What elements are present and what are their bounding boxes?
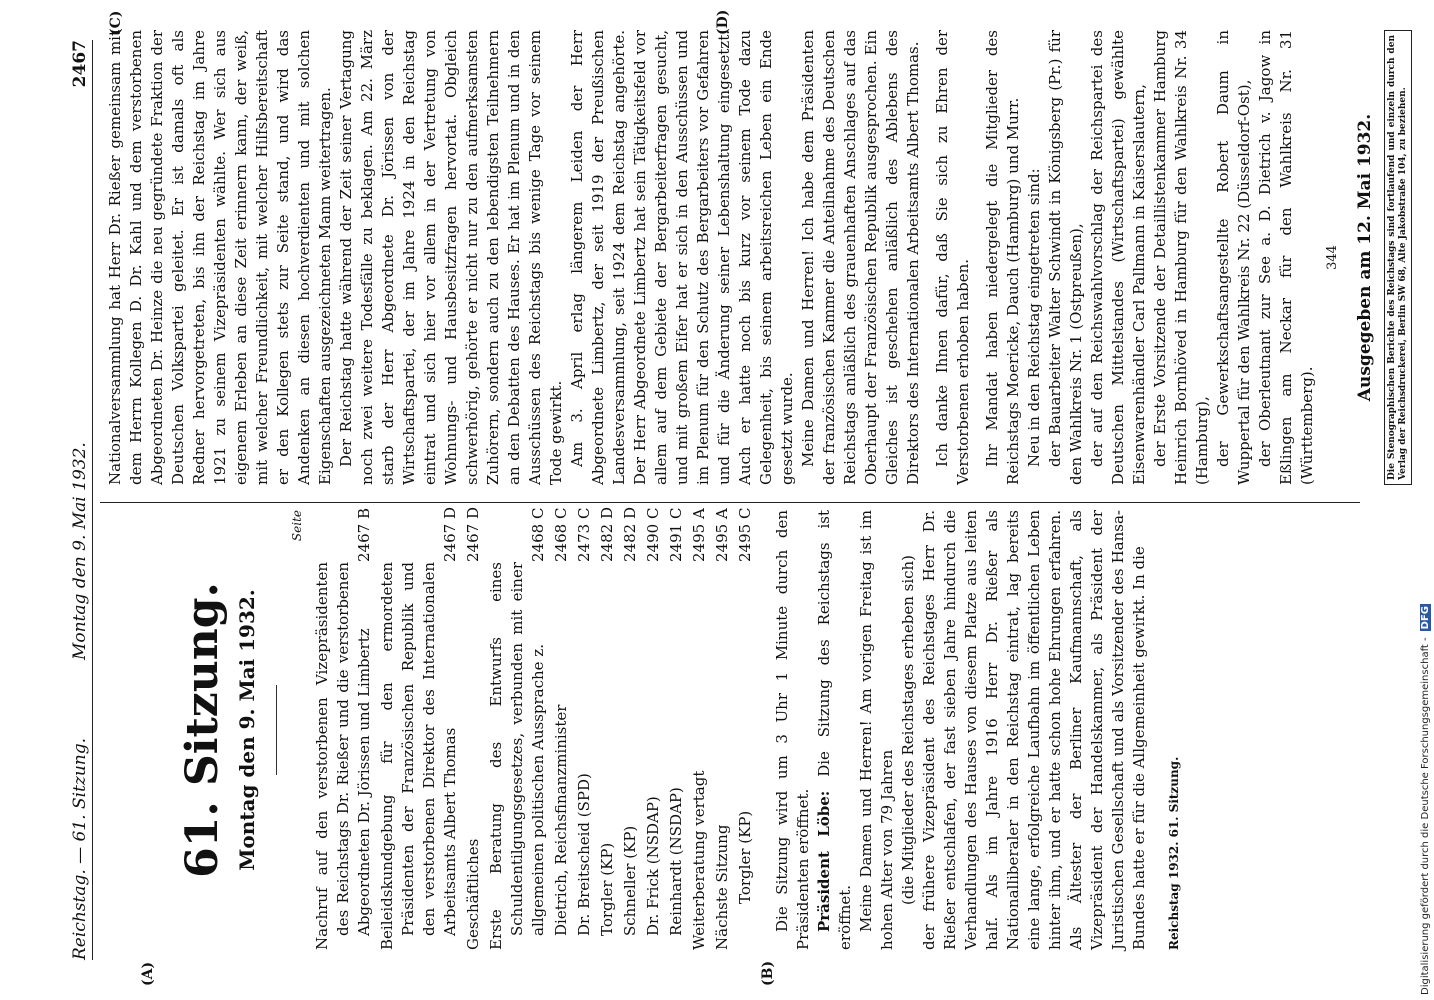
session-date: Montag den 9. Mai 1932. [235, 589, 259, 871]
speaker-name: Präsident Löbe: [815, 790, 833, 932]
right-p6: Ihr Mandat haben niedergelegt die Mitglieder des Reichstags Moericke, Dauch (Hamburg) und Murr. [983, 30, 1022, 485]
toc-row [712, 510, 733, 950]
issue-date: Ausgegeben am 12. Mai 1932. [1355, 113, 1375, 402]
toc-row [620, 507, 641, 950]
right-p3: Am 3. April erlag längerem Leiden der Herr Abgeordnete Limbertz, der seit 1919 der Preußischen Landesversammlung, seit 1924 dem Reichstag angehörte. Der Herr Abgeordnete Limbertz hat sein Tätigkeitsfeld vor allem auf dem Gebiete der Bergarbeiterfragen gesucht, und mit großem Eifer hat er sich in den Ausschüssen und im Plenum für den Schutz des Bergarbeiters vor Gefahren und für die Änderung seiner Lebenshaltung eingesetzt. Auch er hatte noch bis kurz vor seinem Tode dazu Gelegenheit, bis seinem arbeitsreichen Leben ein Ende gesetzt wurde. [568, 30, 796, 485]
toc-page-ref: 2490 C [644, 507, 662, 562]
toc-row [551, 507, 572, 950]
new-member-entry: der Bauarbeiter Walter Schwindt in Königsberg (Pr.) für den Wahlkreis Nr. 1 (Ostpreußen), [1046, 30, 1085, 485]
speech-p4: der frühere Vizepräsident des Reichstages Herr Dr. Rießer entschlafen, der fast sieben Jahre hindurch die Verhandlungen des Hauses von diesem Platze aus leiten half. Als im Jahre 1916 Herr Dr. Rießer als Nationalliberaler in den Reichstag eintrat, lag bereits eine lange, erfolgreiche Laufbahn im öffentlichen Leben hinter ihm, und er hatte schon hohe Ehrungen erfahren. Als Ältester der Berliner Kaufmannschaft, als Vizepräsident der Handelskammer, als Präsident der Juristischen Gesellschaft und als Vorsitzender des Hansa-Bundes hatte er für die Allgemeinheit gewirkt. In die [920, 510, 1148, 950]
toc-entry-text: Torgler (KP) [736, 810, 754, 904]
toc-row [463, 507, 484, 950]
toc-page-ref: 2495 C [736, 507, 754, 562]
toc-entry-text: Dietrich, Reichsfinanzminister [552, 704, 570, 936]
toc-row [689, 510, 710, 950]
toc-page-ref: 2467 D [464, 507, 482, 562]
new-members-list [1045, 30, 1318, 485]
title-rule [276, 685, 277, 775]
toc-entry-text: Dr. Breitscheid (SPD) [575, 773, 593, 936]
toc-entry-text: Dr. Frick (NSDAP) [644, 796, 662, 936]
toc-page-ref: 2495 A [690, 508, 708, 562]
speech-p2: Meine Damen und Herren! Am vorigen Freitag ist im hohen Alter von 79 Jahren [857, 510, 896, 950]
toc-page-ref: 2468 C [529, 507, 547, 562]
right-p1: Nationalversammlung hat Herr Dr. Rießer gemeinsam mit dem Herrn Kollegen D. Dr. Kahl und dem verstorbenen Abgeordneten Dr. Heinze die neu gegründete Fraktion der Deutschen Volkspartei geleitet. Er ist damals oft als Redner hervorgetreten, bis ihn der Reichstag im Jahre 1921 zu seinem Vizepräsidenten wählte. Wer sich aus eigenem Erleben an diese Zeit erinnern kann, der weiß, mit welcher Freundlichkeit, mit welcher Hilfsbereitschaft er den Kollegen stets zur Seite stand, und wird das Andenken an diesen hochverdienten und mit solchen Eigenschaften ausgezeichneten Mann weitertragen. [106, 30, 334, 485]
toc-entry-text: Schneller (KP) [621, 825, 639, 936]
new-member-entry: der Gewerkschaftsangestellte Robert Daum in Wuppertal für den Wahlkreis Nr. 22 (Düsseldorf-Ost), [1214, 30, 1253, 485]
dfg-logo: DFG [1420, 606, 1431, 630]
toc-page-ref: 2482 D [598, 507, 616, 562]
page-number: 2467 [70, 40, 90, 88]
right-p2: Der Reichstag hatte während der Zeit seiner Vertagung noch zwei weitere Todesfälle zu beklagen. Am 22. März starb der Herr Abgeordnete Dr. Jörissen von der Wirtschaftspartei, der im Jahre 1924 in den Reichstag eintrat und sich hier vor allem in der Vertretung von Wohnungs- und Hausbesitzfragen hervortat. Obgleich schwerhörig, gehörte er nicht nur zu den aufmerksamsten Zuhörern, sondern auch zu den lebendigsten Teilnehmern an den Debatten des Hauses. Er hat im Plenum und in den Ausschüssen des Reichstags bis wenige Tage vor seinem Tode gewirkt. [337, 30, 565, 485]
stage-direction: (die Mitglieder des Reichstages erheben sich) [899, 554, 917, 906]
toc-page-ref: 2473 C [575, 507, 593, 562]
opening-paragraph: Die Sitzung wird um 3 Uhr 1 Minute durch den Präsidenten eröffnet. [773, 510, 812, 950]
digitization-credit [1420, 10, 1434, 995]
speech-p1: Die Sitzung des Reichstags ist eröffnet. [815, 510, 854, 950]
margin-mark-b: (B) [760, 960, 776, 986]
toc-row [377, 507, 461, 950]
right-p5: Ich danke Ihnen dafür, daß Sie sich zu Ehren der Verstorbenen erhoben haben. [933, 30, 972, 485]
toc-entry-text: Torgler (KP) [598, 842, 616, 936]
toc-row [643, 507, 664, 950]
printer-notice: Die Stenographischen Berichte des Reichstags sind fortlaufend und einzeln durch den Verlag der Reichsdruckerei, Berlin SW 68, Alte Jakobstraße 104, zu beziehen. [1384, 30, 1412, 485]
right-column [105, 30, 1412, 485]
toc-row [735, 507, 756, 950]
table-of-contents [312, 507, 756, 950]
toc-page-ref: 2491 C [667, 507, 685, 562]
toc-row [597, 507, 618, 950]
toc-page-ref: 2467 B [355, 508, 373, 562]
footer-left: Reichstag 1932. 61. Sitzung. [1167, 756, 1181, 950]
toc-page-ref: 2495 A [713, 508, 731, 562]
column-rule [100, 502, 1360, 503]
toc-row [312, 510, 375, 950]
toc-page-ref: 2467 D [441, 507, 459, 562]
header-left: Reichstag. — 61. Sitzung. [70, 737, 90, 960]
right-p4: Meine Damen und Herren! Ich habe dem Präsidenten der französischen Kammer die Anteilnahme des Deutschen Reichstags anläßlich des grauenhaften Anschlages auf das Oberhaupt der Französischen Republik ausgesprochen. Ein Gleiches ist geschehen anläßlich des Ablebens des Direktors des Internationalen Arbeitsamts Albert Thomas. [799, 30, 922, 485]
toc-page-ref: 2482 D [621, 507, 639, 562]
toc-entry-text: Beileidskundgebung für den ermordeten Präsidenten der Französischen Republik und den verstorbenen Direktor des Internationalen Arbeitsamts Albert Thomas [378, 562, 459, 950]
toc-row [574, 507, 595, 950]
toc-page-ref: 2468 C [552, 507, 570, 562]
toc-row [666, 507, 687, 950]
right-p7: Neu in den Reichstag eingetreten sind: [1025, 168, 1043, 467]
header-rule [92, 40, 93, 960]
left-column [105, 507, 1185, 950]
toc-entry-text: Reinhardt (NSDAP) [667, 787, 685, 936]
session-title: 61. Sitzung. [177, 582, 228, 878]
sheet-number: 344 [1325, 245, 1340, 270]
header-date: Montag den 9. Mai 1932. [70, 442, 90, 660]
margin-mark-c: (C) [108, 10, 124, 35]
new-member-entry: der Erste Vorsitzende der Detaillistenkammer Hamburg Heinrich Bornhöved in Hamburg für den Wahlkreis Nr. 34 (Hamburg), [1151, 30, 1211, 485]
margin-mark-d: (D) [715, 9, 731, 35]
toc-entry-text: Nachruf auf den verstorbenen Vizepräsidenten des Reichstags Dr. Rießer und die verstorbenen Abgeordneten Dr. Jörissen und Limbertz [313, 562, 373, 950]
toc-entry-text: Geschäftliches [464, 838, 482, 950]
credit-text: Digitalisierung gefördert durch die Deutsche Forschungsgemeinschaft - [1420, 637, 1431, 995]
new-member-entry: der auf den Reichswahlvorschlag der Reichspartei des Deutschen Mittelstandes (Wirtschaftspartei) gewählte Eisenwarenhändler Carl Pallmann in Kaiserslautern, [1088, 30, 1148, 485]
toc-entry-text: Erste Beratung des Entwurfs eines Schuldentilgungsgesetzes, verbunden mit einer allgemeinen politischen Aussprache z. [487, 562, 547, 950]
toc-row [486, 507, 549, 950]
margin-mark-a: (A) [140, 961, 156, 986]
toc-entry-text: Nächste Sitzung [713, 824, 731, 950]
new-member-entry: der Oberleutnant zur See a. D. Dietrich v. Jagow in Eßlingen am Neckar für den Wahlkreis Nr. 31 (Württemberg). [1256, 30, 1316, 485]
toc-entry-text: Weiterberatung vertagt [690, 770, 708, 950]
seite-label: Seite [290, 510, 304, 542]
